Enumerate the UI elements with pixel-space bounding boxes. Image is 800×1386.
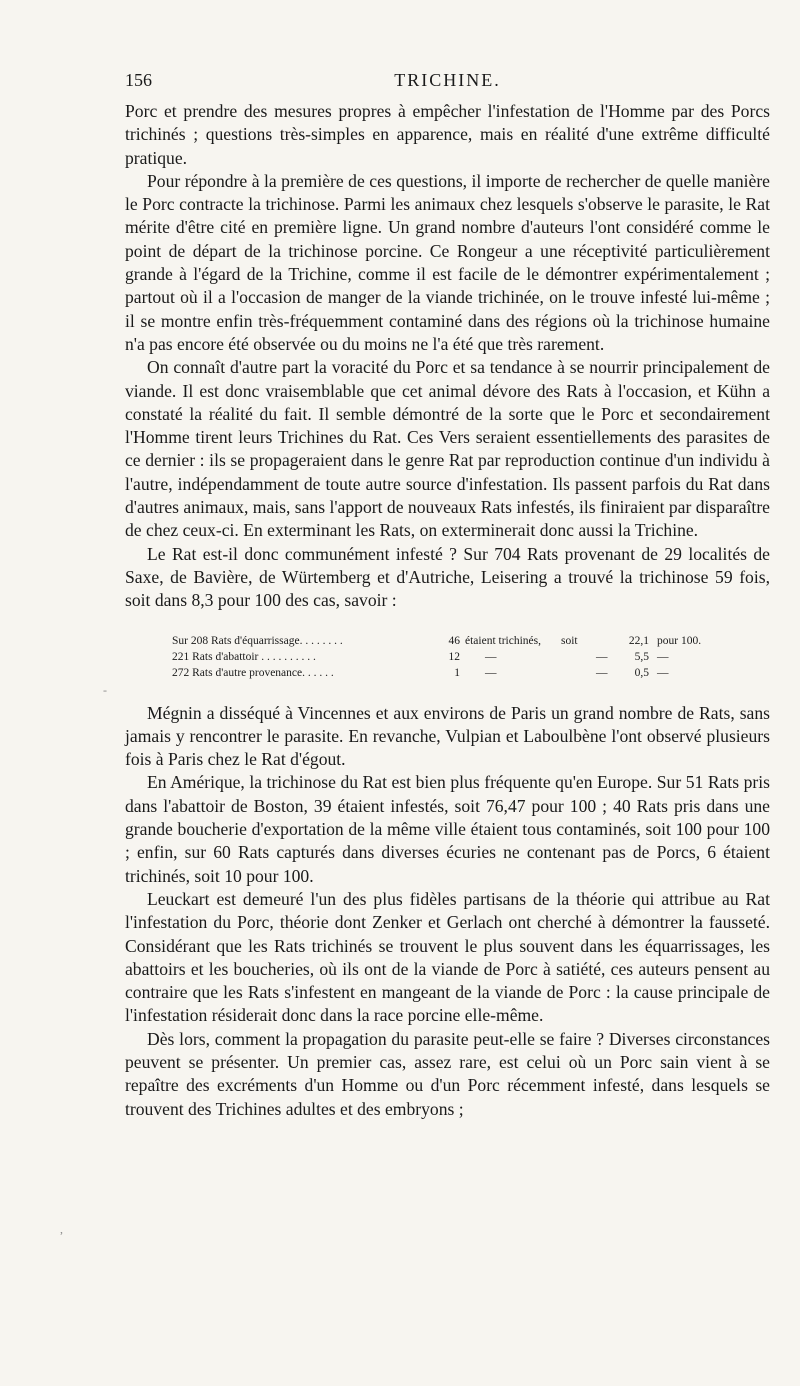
row-count: 46 [448,634,460,647]
row-count: 1 [454,666,460,679]
row-tail: pour 100. [657,634,702,647]
paragraph: Dès lors, comment la propagation du parasite peut-elle se faire ? Diverses circonstances peuvent se présenter. Un premier cas, assez rare, est celui où un Porc sain vient à se repaître des excréments d'un Homme ou d'un Porc récemment infesté, dans lesquels se trouvent des Trichines adultes et des embryons ; [125,1028,770,1119]
margin-mark: , [60,1222,63,1236]
row-percent: 5,5 [634,650,649,663]
statistics-table [125,633,770,681]
running-title: TRICHINE. [394,70,501,90]
paragraph: On connaît d'autre part la voracité du Porc et sa tendance à se nourrir principalement de viande. Il est donc vraisemblable que cet animal dévore des Rats à l'occasion, et Kühn a constaté la réalité du fait. Il semble démontré de la sorte que le Porc et secondairement l'Homme tirent leurs Trichines du Rat. Ces Vers seraient essentiellements des parasites de ce dernier : ils se propageraient dans le genre Rat par reproduction continue d'un individu à l'autre, indépendamment de toute autre source d'infestation. Ils passent parfois du Rat dans d'autres animaux, mais, sans l'apport de nouveaux Rats infestés, ils finiraient par disparaître de chez ceux-ci. En exterminant les Rats, on exterminerait donc aussi la Trichine. [125,357,770,541]
paragraph: Le Rat est-il donc communément infesté ? Sur 704 Rats provenant de 29 localités de Saxe, de Bavière, de Würtemberg et d'Autriche, Leisering a trouvé la trichinose 59 fois, soit dans 8,3 pour 100 des cas, savoir : [125,543,770,611]
row-count: 12 [448,650,460,663]
page-header [125,70,770,94]
paragraph: Porc et prendre des mesures propres à empêcher l'infestation de l'Homme par des Porcs trichinés ; questions très-simples en apparence, mais en réalité d'une extrême difficulté pratique. [125,101,770,168]
row-state: — [485,650,497,663]
table-row [125,649,770,665]
row-state: étaient trichinés, [465,634,541,647]
row-soit: soit [561,634,578,647]
margin-mark: - [103,683,107,697]
row-label: 221 Rats d'abattoir . . . . . . . . . . [172,650,316,663]
table-row [125,665,770,681]
row-label: 272 Rats d'autre provenance. . . . . . [172,666,334,679]
row-percent: 0,5 [634,666,649,679]
page-body [125,100,770,1121]
paragraph: Leuckart est demeuré l'un des plus fidèles partisans de la théorie qui attribue au Rat l'infestation du Porc, théorie dont Zenker et Gerlach ont cherché à démontrer la fausseté. Considérant que les Rats trichinés se trouvent le plus souvent dans les équarrissages, les abattoirs et les boucheries, où ils ont de la viande de Porc à satiété, ces auteurs pensent au contraire que les Rats s'infestent en mangeant de la viande de Porc : la cause principale de l'infestation résiderait donc dans la race porcine elle-même. [125,888,770,1026]
row-soit: — [596,666,608,679]
paragraph: Mégnin a disséqué à Vincennes et aux environs de Paris un grand nombre de Rats, sans jamais y rencontrer le parasite. En revanche, Vulpian et Laboulbène l'ont observé plusieurs fois à Paris chez le Rat d'égout. [125,702,770,770]
row-soit: — [596,650,608,663]
row-percent: 22,1 [628,634,649,647]
paragraph: En Amérique, la trichinose du Rat est bien plus fréquente qu'en Europe. Sur 51 Rats pris dans l'abattoir de Boston, 39 étaient infestés, soit 76,47 pour 100 ; 40 Rats pris dans une grande boucherie d'exportation de la même ville étaient tous contaminés, soit 100 pour 100 ; enfin, sur 60 Rats capturés dans diverses écuries ne contenant pas de Porcs, 6 étaient trichinés, soit 10 pour 100. [125,772,770,886]
table-row [125,633,770,649]
row-tail: — [657,666,669,679]
row-label: Sur 208 Rats d'équarrissage. . . . . . . . [172,634,343,647]
row-state: — [485,666,497,679]
page-number: 156 [125,70,152,90]
row-tail: — [657,650,669,663]
paragraph: Pour répondre à la première de ces questions, il importe de rechercher de quelle manière le Porc contracte la trichinose. Parmi les animaux chez lesquels s'observe le parasite, le Rat mérite d'être cité en première ligne. Un grand nombre d'auteurs l'ont considéré comme le point de départ de la trichinose porcine. Ce Rongeur a une réceptivité particulièrement grande à l'égard de la Trichine, comme il est facile de le démontrer expérimentalement ; partout où il a l'occasion de manger de la viande trichinée, on le trouve infesté lui-même ; il se montre enfin très-fréquemment contaminé dans des régions où la trichinose humaine n'a pas encore été observée ou du moins ne l'a été que très rarement. [125,170,770,354]
